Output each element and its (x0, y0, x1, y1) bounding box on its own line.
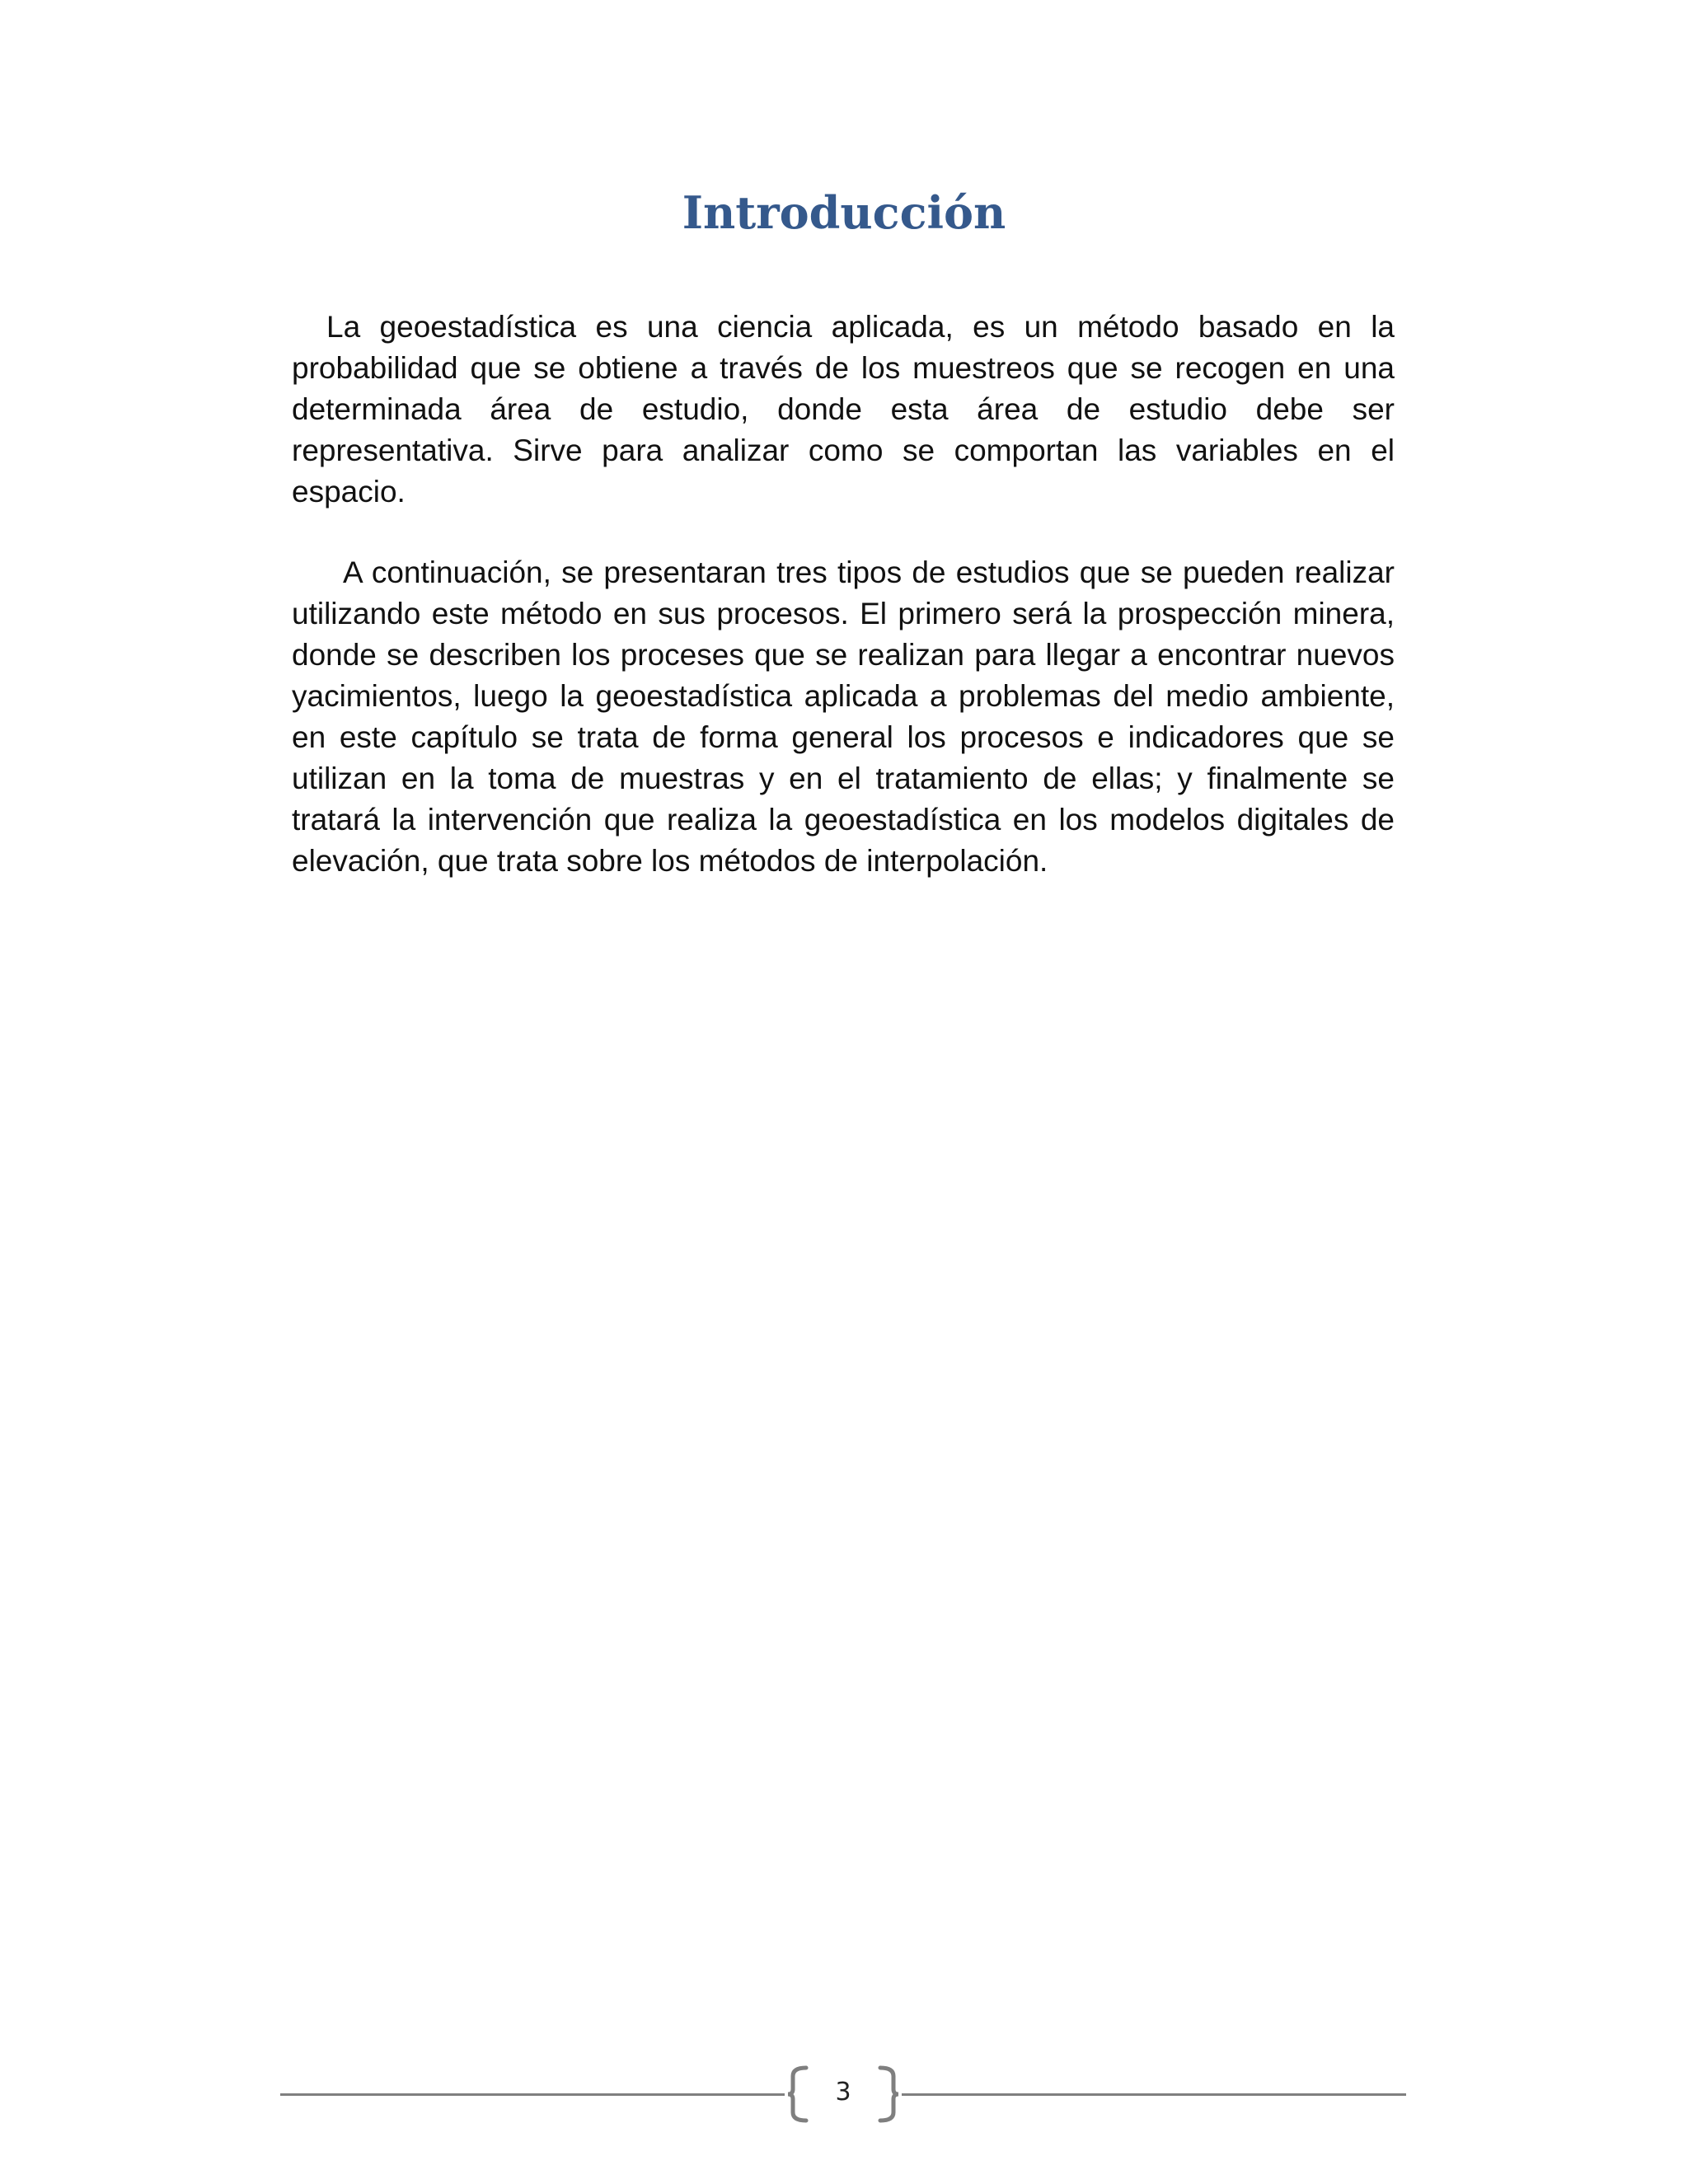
intro-paragraph-1: La geoestadística es una ciencia aplicada, es un método basado en la probabilidad que se obtiene a través de los muestreos que se recogen en una determinada área de estudio, donde esta área de estudio debe ser representativa. Sirve para analizar como se comportan las variables en el espacio. (292, 310, 1395, 509)
page-title: Introducción (682, 186, 1006, 239)
right-brace-ornament (875, 2064, 902, 2124)
footer-rule-left (280, 2093, 785, 2096)
page-footer (280, 2064, 1406, 2124)
footer-rule-right (902, 2093, 1406, 2096)
page-number: 3 (835, 2078, 851, 2107)
intro-paragraph-2: A continuación, se presentaran tres tipos de estudios que se pueden realizar utilizando este método en sus procesos. El primero será la prospección minera, donde se describen los proceses que se realizan para llegar a encontrar nuevos yacimientos, luego la geoestadística aplicada a problemas del medio ambiente, en este capítulo se trata de forma general los procesos e indicadores que se utilizan en la toma de muestras y en el tratamiento de ellas; y finalmente se tratará la intervención que realiza la geoestadística en los modelos digitales de elevación, que trata sobre los métodos de interpolación. (292, 555, 1395, 878)
left-brace-ornament (785, 2064, 811, 2124)
